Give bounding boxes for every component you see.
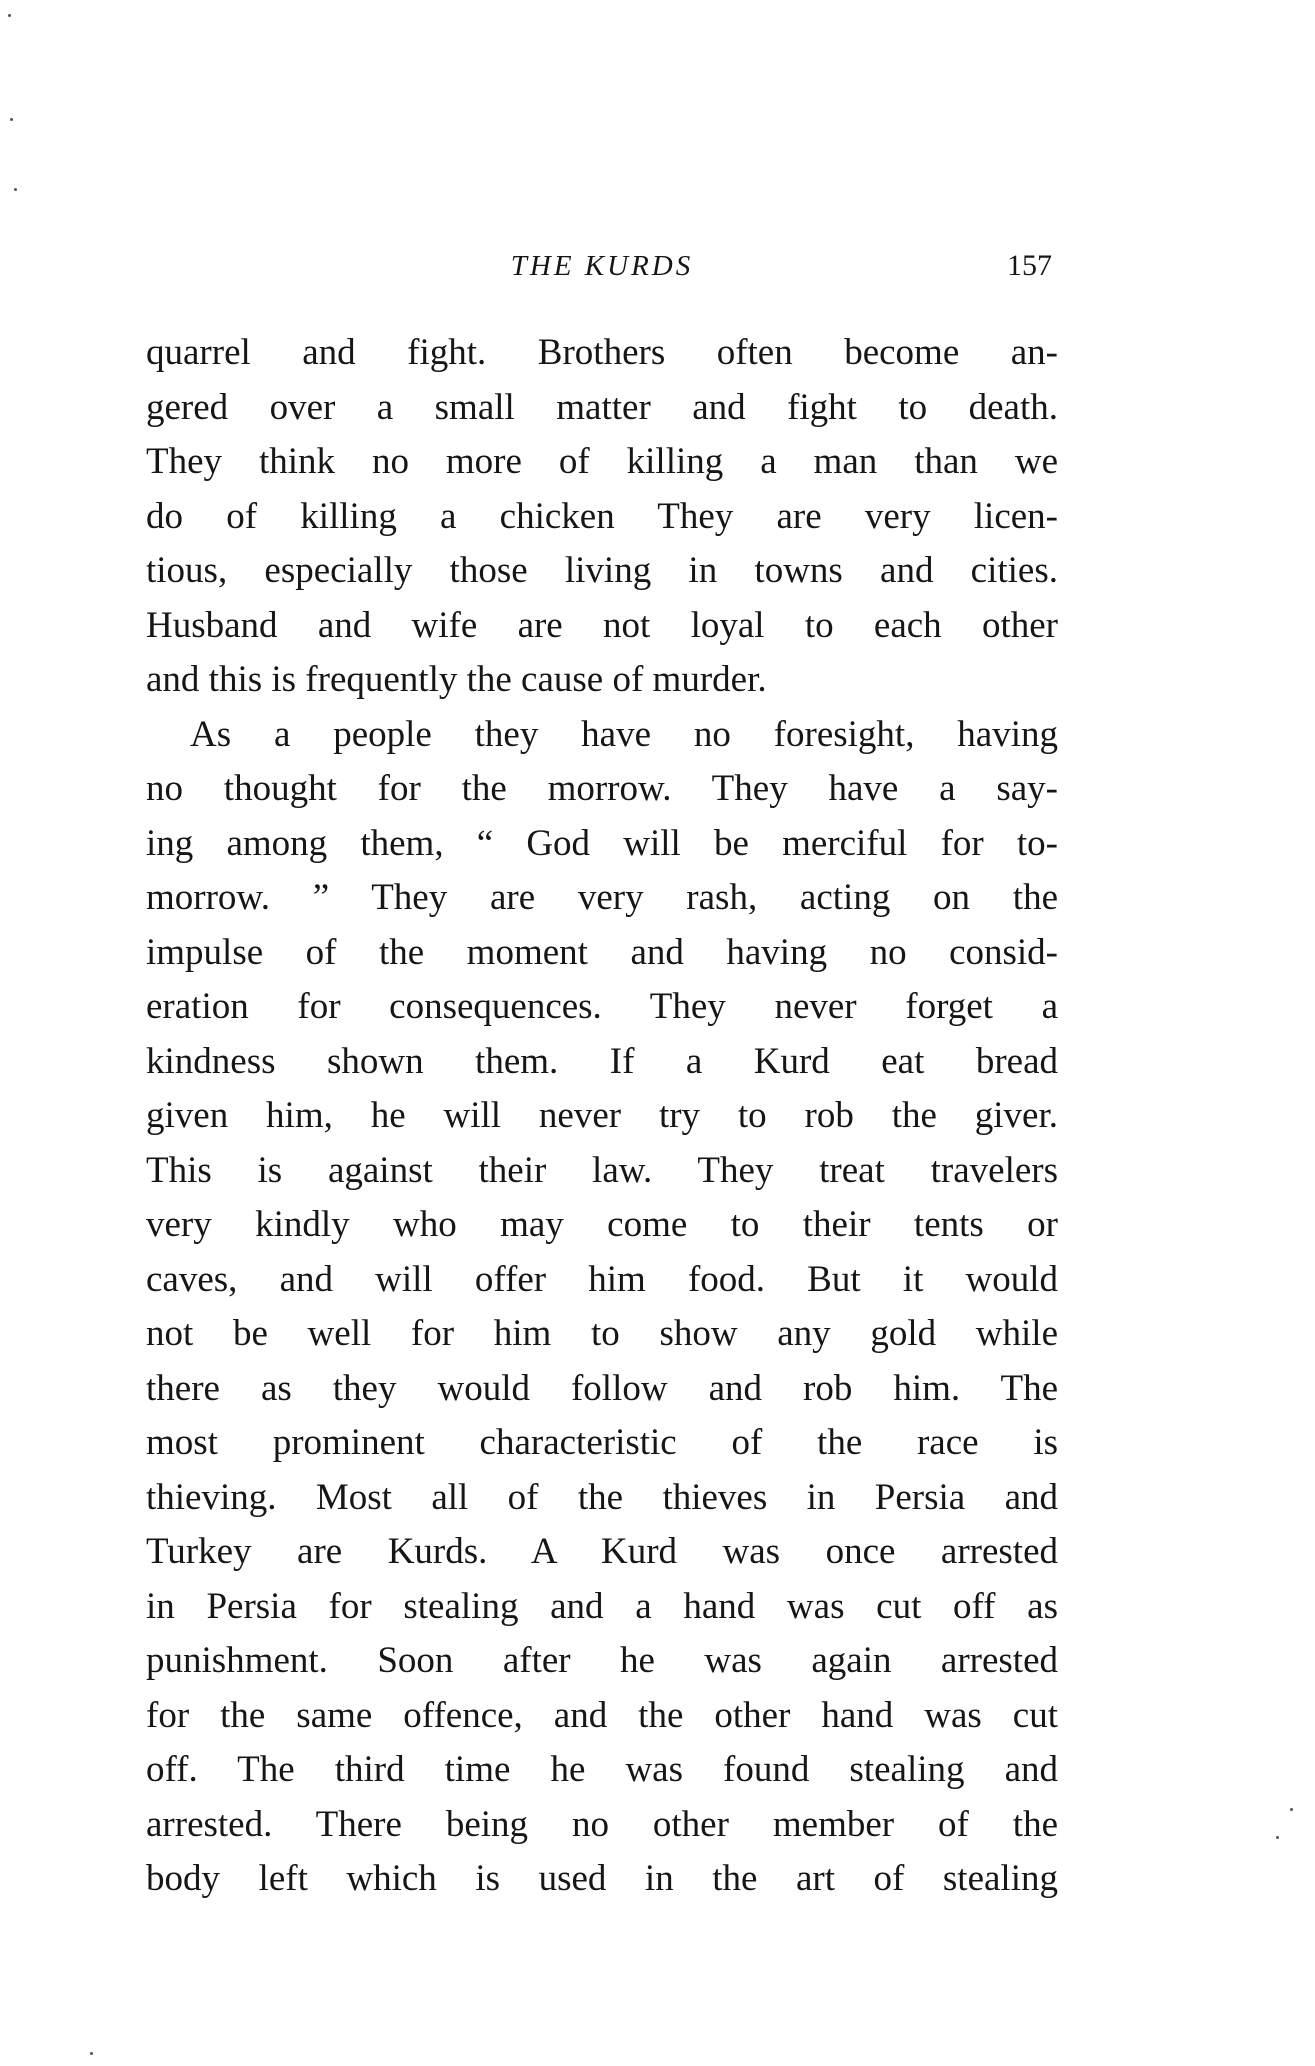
text-line: caves, and will offer him food. But it would [146, 1258, 1058, 1300]
scan-speck [14, 188, 17, 191]
text-line: thieving. Most all of the thieves in Persia and [146, 1476, 1058, 1518]
text-line: off. The third time he was found stealing and [146, 1749, 1058, 1790]
body-text [146, 326, 1058, 1907]
running-header [146, 246, 1058, 286]
text-line: arrested. There being no other member of the [146, 1803, 1058, 1845]
scan-speck [1290, 1808, 1293, 1811]
text-line: gered over a small matter and fight to death. [146, 386, 1058, 428]
text-line: not be well for him to show any gold while [146, 1313, 1058, 1354]
running-title: THE KURDS [510, 250, 694, 282]
text-line: for the same offence, and the other hand was cut [146, 1694, 1058, 1736]
text-line: morrow. ” They are very rash, acting on the [146, 877, 1058, 918]
text-line: kindness shown them. If a Kurd eat bread [146, 1040, 1058, 1082]
text-line: This is against their law. They treat travelers [146, 1149, 1058, 1191]
text-line: body left which is used in the art of stealing [146, 1858, 1058, 1899]
text-line: in Persia for stealing and a hand was cut off as [146, 1585, 1058, 1627]
text-line: tious, especially those living in towns and cities. [146, 550, 1058, 591]
page-number: 157 [1007, 249, 1052, 282]
scan-speck [10, 118, 13, 121]
paragraph-start-line: As a people they have no foresight, having [190, 713, 1058, 755]
text-line: ing among them, “ God will be merciful for to- [146, 822, 1058, 864]
text-line: do of killing a chicken They are very licen- [146, 495, 1058, 537]
text-line: quarrel and fight. Brothers often become an- [146, 332, 1058, 373]
text-line: very kindly who may come to their tents or [146, 1204, 1058, 1245]
scan-speck [1276, 1836, 1279, 1839]
scan-speck [8, 14, 11, 17]
scan-speck [90, 2052, 93, 2055]
text-line: Turkey are Kurds. A Kurd was once arrested [146, 1531, 1058, 1572]
text-line: most prominent characteristic of the race is [146, 1422, 1058, 1463]
text-line: impulse of the moment and having no consid- [146, 931, 1058, 973]
text-line: eration for consequences. They never forget a [146, 986, 1058, 1027]
text-line: Husband and wife are not loyal to each other [146, 604, 1058, 646]
text-line: punishment. Soon after he was again arrested [146, 1640, 1058, 1681]
text-line: there as they would follow and rob him. The [146, 1367, 1058, 1409]
text-line: They think no more of killing a man than we [146, 441, 1058, 482]
text-line: and this is frequently the cause of murder. [146, 659, 767, 700]
text-line: given him, he will never try to rob the giver. [146, 1095, 1058, 1136]
text-line: no thought for the morrow. They have a say- [146, 768, 1058, 809]
